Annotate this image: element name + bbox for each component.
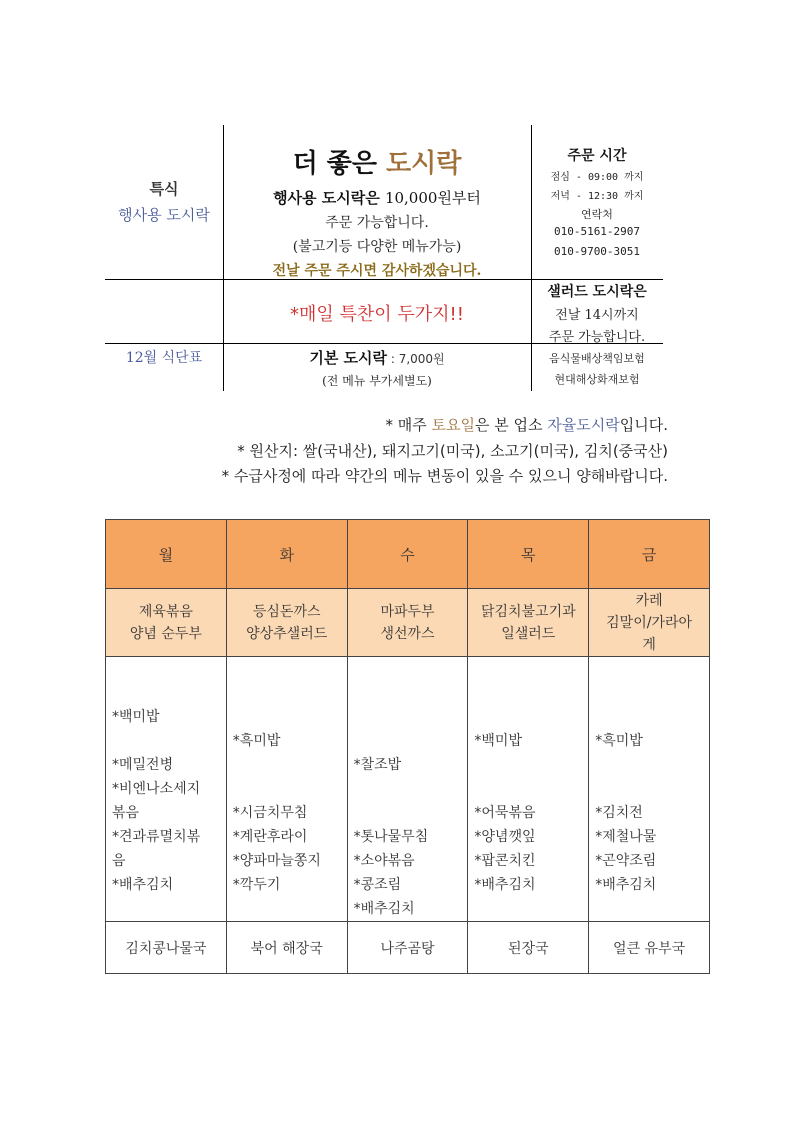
insurance-line-2: 현대해상화재보험 — [554, 373, 640, 386]
saturday-note-free: 자율도시락 — [547, 416, 620, 434]
order-time-title: 주문 시간 — [567, 148, 627, 164]
brand-title-part1: 더 좋은 — [292, 149, 387, 179]
side-dish-spacer — [233, 705, 343, 729]
side-dish-spacer — [595, 657, 705, 681]
main-dish-row — [106, 589, 710, 657]
main-dish: 마파두부 — [380, 603, 435, 620]
saturday-note-e: 입니다. — [619, 416, 668, 434]
salad-notice-deadline: 전날 14시까지 — [555, 308, 639, 323]
main-dish-cell — [226, 589, 347, 657]
soup-cell: 김치콩나물국 — [106, 922, 227, 974]
side-dish-spacer — [595, 705, 705, 729]
main-dish-cell — [106, 589, 227, 657]
weekday-header-row — [106, 520, 710, 589]
vat-note: (전 메뉴 부가세별도) — [322, 374, 432, 388]
side-dish-item: *계란후라이 — [232, 829, 308, 845]
side-dish-item: *톳나물무침 — [353, 829, 429, 845]
main-dish-cell — [347, 589, 468, 657]
side-dish-spacer — [112, 681, 222, 705]
side-dish-cell — [468, 657, 589, 922]
side-dish-cell — [589, 657, 710, 922]
side-dish-item: *견과류멸치볶 — [112, 829, 201, 845]
price-intro — [223, 187, 531, 208]
side-dish-spacer — [354, 729, 464, 753]
day-wed: 수 — [347, 520, 468, 589]
side-dish-spacer — [354, 801, 464, 825]
side-dish-item: *흑미밥 — [595, 733, 643, 749]
side-dish-spacer — [474, 657, 584, 681]
side-dish-item: *콩조림 — [353, 877, 402, 893]
brand-title-part2: 도시락 — [386, 149, 462, 179]
side-dish-cell — [226, 657, 347, 922]
side-dish-item: *배추김치 — [353, 901, 415, 917]
main-dish: 생선까스 — [380, 625, 435, 642]
side-dish-item: *찰조밥 — [353, 757, 402, 773]
side-dish-spacer — [354, 705, 464, 729]
price-intro-amount: 10,000원부터 — [384, 189, 481, 207]
side-dish-item: *깍두기 — [232, 877, 281, 893]
main-dish-cell — [589, 589, 710, 657]
side-dish-item: *배추김치 — [112, 877, 174, 893]
side-dish-item: 볶음 — [112, 805, 140, 821]
day-tue: 화 — [226, 520, 347, 589]
saturday-note-c: 은 본 업소 — [475, 416, 548, 434]
side-dish-spacer — [474, 777, 584, 801]
side-dish-item: *소야볶음 — [353, 853, 415, 869]
side-dish-list — [468, 657, 588, 897]
day-mon: 월 — [106, 520, 227, 589]
side-dish-spacer — [354, 777, 464, 801]
side-dish-list — [106, 657, 226, 897]
brand-title — [223, 143, 531, 180]
side-dish-spacer — [233, 753, 343, 777]
main-dish: 양상추샐러드 — [246, 625, 328, 642]
side-dish-item: *시금치무침 — [232, 805, 308, 821]
side-dish-spacer — [474, 753, 584, 777]
side-dish-spacer — [233, 681, 343, 705]
side-dish-item: *곤약조림 — [595, 853, 657, 869]
side-dish-item: *비엔나소세지 — [112, 781, 201, 797]
contact-label: 연락처 — [581, 208, 613, 221]
side-dish-spacer — [595, 681, 705, 705]
side-dish-spacer — [354, 681, 464, 705]
side-dish-item: *김치전 — [595, 805, 643, 821]
menu-variety-text: (불고기등 다양한 메뉴가능) — [292, 239, 462, 255]
basic-lunchbox-amount: : 7,000원 — [387, 352, 445, 366]
day-fri: 금 — [589, 520, 710, 589]
main-dish: 닭김치불고기과 — [480, 603, 576, 620]
side-dish-item: *메밀전병 — [112, 757, 174, 773]
insurance-line-1: 음식물배상책임보험 — [549, 352, 645, 365]
side-dish-spacer — [354, 657, 464, 681]
side-dish-spacer — [595, 753, 705, 777]
side-dish-item: *백미밥 — [474, 733, 522, 749]
order-possible-text: 주문 가능합니다. — [325, 215, 429, 231]
side-dish-item: 음 — [112, 853, 126, 869]
price-intro-text: 행사용 도시락은 — [273, 189, 385, 207]
monthly-menu-title: 12월 식단표 — [125, 350, 203, 366]
saturday-note — [386, 414, 668, 435]
daily-special-banner: *매일 특찬이 두가지!! — [290, 304, 464, 325]
soup-row — [106, 922, 710, 974]
thanks-text: 전날 주문 주시면 감사하겠습니다. — [272, 263, 482, 279]
main-dish: 양념 순두부 — [129, 625, 202, 642]
saturday-note-a: * 매주 — [385, 416, 432, 434]
side-dish-item: *백미밥 — [112, 709, 160, 725]
side-dish-item: *제철나물 — [595, 829, 657, 845]
side-dish-spacer — [112, 657, 222, 681]
day-thu: 목 — [468, 520, 589, 589]
side-dish-spacer — [474, 705, 584, 729]
event-lunchbox-label: 행사용 도시락 — [118, 206, 210, 224]
side-dish-item: *배추김치 — [595, 877, 657, 893]
side-dish-item: *양파마늘쫑지 — [232, 853, 321, 869]
side-dish-spacer — [595, 777, 705, 801]
side-dish-list — [227, 657, 347, 897]
salad-notice-order: 주문 가능합니다. — [548, 330, 646, 345]
supply-note: * 수급사정에 따라 약간의 메뉴 변동이 있을 수 있으니 양해바랍니다. — [221, 467, 668, 485]
side-dish-item: *양념깻잎 — [474, 829, 536, 845]
dinner-order-time: 저녁 - 12:30 까지 — [550, 191, 644, 202]
side-dish-spacer — [233, 777, 343, 801]
side-dish-list — [589, 657, 709, 897]
side-dish-item: *배추김치 — [474, 877, 536, 893]
basic-lunchbox-label: 기본 도시락 — [309, 349, 388, 367]
main-dish: 게 — [642, 636, 656, 653]
side-dish-spacer — [233, 657, 343, 681]
side-dish-item: *흑미밥 — [232, 733, 281, 749]
side-dish-cell — [106, 657, 227, 922]
main-dish-cell — [468, 589, 589, 657]
phone-2: 010-9700-3051 — [553, 245, 641, 258]
side-dish-cell — [347, 657, 468, 922]
special-label: 특식 — [149, 180, 179, 198]
side-dish-item: *어묵볶음 — [474, 805, 536, 821]
main-dish: 등심돈까스 — [252, 603, 321, 620]
soup-cell: 나주곰탕 — [347, 922, 468, 974]
origin-note: * 원산지: 쌀(국내산), 돼지고기(미국), 소고기(미국), 김치(중국산) — [237, 442, 668, 460]
soup-cell: 얼큰 유부국 — [589, 922, 710, 974]
basic-lunchbox-price — [223, 347, 531, 368]
main-dish: 일샐러드 — [501, 625, 556, 642]
soup-cell: 북어 해장국 — [226, 922, 347, 974]
side-dish-item: *팝콘치킨 — [474, 853, 536, 869]
side-dish-list — [348, 657, 468, 921]
phone-1: 010-5161-2907 — [553, 225, 641, 238]
weekly-menu-table — [105, 519, 710, 974]
main-dish: 김말이/가라아 — [606, 614, 693, 631]
main-dish: 제육볶음 — [138, 603, 193, 620]
side-dish-spacer — [112, 729, 222, 753]
salad-notice-title: 샐러드 도시락은 — [547, 284, 647, 300]
saturday-note-day: 토요일 — [431, 416, 476, 434]
lunch-order-time: 점심 - 09:00 까지 — [550, 172, 644, 183]
main-dish: 카레 — [635, 592, 663, 609]
soup-cell: 된장국 — [468, 922, 589, 974]
side-dish-row — [106, 657, 710, 922]
side-dish-spacer — [474, 681, 584, 705]
